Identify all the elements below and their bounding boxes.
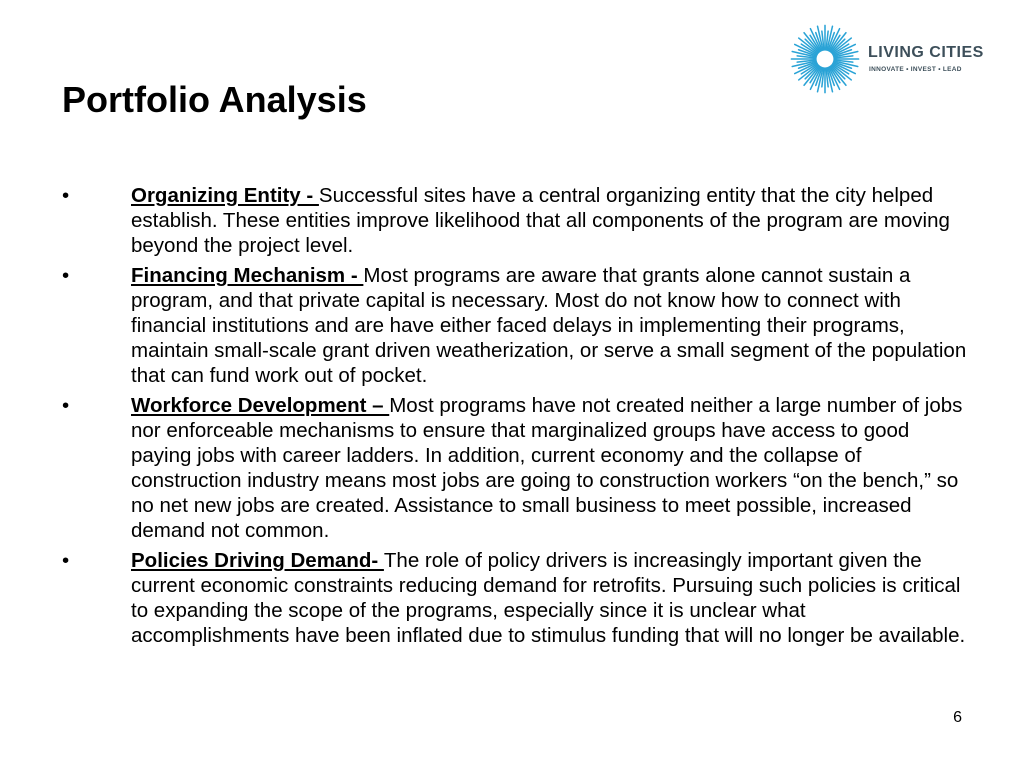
bullet-text: Most programs are aware that grants alone cannot sustain a program, and that private capital is necessary. Most do not know how to connect with financial institutions and are have either faced delays in implementing their programs, maintain small-scale grant driven weatherization, or serve a small segment of the population that can fund work out of pocket. bbox=[131, 264, 967, 387]
bullet-item-financing-mechanism bbox=[62, 263, 967, 388]
bullet-marker: • bbox=[62, 549, 70, 572]
bullet-marker: • bbox=[62, 394, 70, 417]
bullet-heading: Financing Mechanism - bbox=[131, 264, 364, 287]
bullet-marker: • bbox=[62, 264, 70, 287]
bullet-text: Most programs have not created neither a large number of jobs nor enforceable mechanisms to ensure that marginalized groups have access to good paying jobs with career ladders. In addition, current economy and the collapse of construction industry means most jobs are going to construction workers “on the bench,” so no net new jobs are created. Assistance to small business to meet possible, increased demand not common. bbox=[131, 394, 963, 542]
bullet-marker: • bbox=[62, 184, 70, 207]
bullet-list bbox=[62, 183, 967, 653]
sunburst-logo-icon bbox=[790, 24, 860, 94]
bullet-heading: Workforce Development – bbox=[131, 394, 390, 417]
bullet-text: Successful sites have a central organizing entity that the city helped establish. These entities improve likelihood that all components of the program are moving beyond the project level. bbox=[131, 184, 950, 257]
bullet-item-workforce-development bbox=[62, 393, 967, 543]
bullet-heading: Organizing Entity - bbox=[131, 184, 319, 207]
page-number: 6 bbox=[953, 709, 962, 726]
bullet-text: The role of policy drivers is increasingly important given the current economic constraints reducing demand for retrofits. Pursuing such policies is critical to expanding the scope of the programs, especially since it is unclear what accomplishments have been inflated due to stimulus funding that will no longer be available. bbox=[131, 549, 966, 647]
logo-tagline: INNOVATE • INVEST • LEAD bbox=[869, 66, 962, 73]
bullet-item-policies-driving-demand bbox=[62, 548, 967, 648]
logo-name: LIVING CITIES bbox=[868, 44, 984, 61]
living-cities-logo bbox=[790, 24, 990, 96]
slide-title: Portfolio Analysis bbox=[62, 79, 367, 120]
bullet-item-organizing-entity bbox=[62, 183, 967, 258]
bullet-heading: Policies Driving Demand- bbox=[131, 549, 384, 572]
